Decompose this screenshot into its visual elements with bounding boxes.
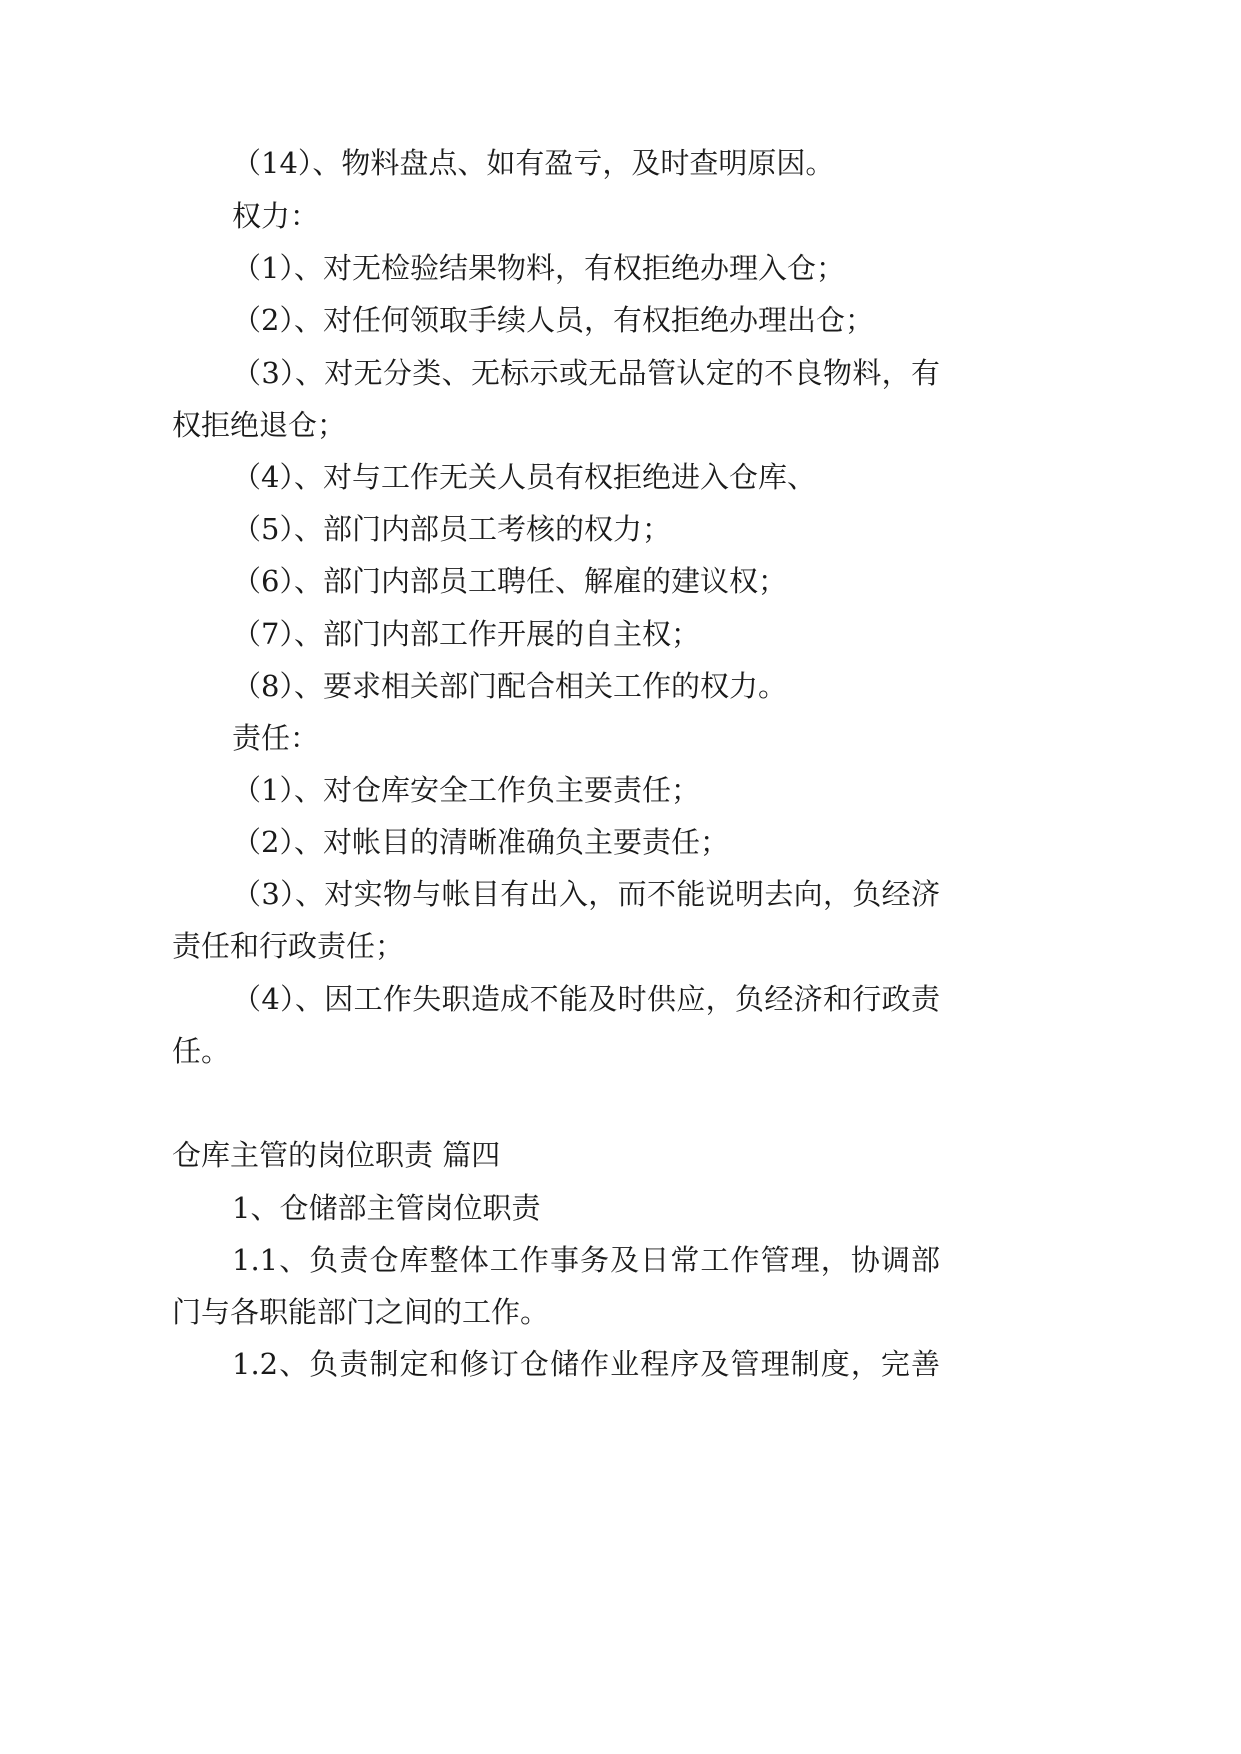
- text-line: （6）、部门内部员工聘任、解雇的建议权；: [232, 564, 787, 598]
- text-line: 责任和行政责任；: [172, 929, 405, 963]
- text-line: （5）、部门内部员工考核的权力；: [232, 512, 671, 546]
- text-line: （3）、对实物与帐目有出入，而不能说明去向，负经济: [232, 877, 940, 911]
- text-line: （2）、对任何领取手续人员，有权拒绝办理出仓；: [232, 303, 874, 337]
- text-line: （3）、对无分类、无标示或无品管认定的不良物料，有: [232, 356, 940, 390]
- text-line: （14）、物料盘点、如有盈亏，及时查明原因。: [232, 146, 835, 180]
- section-heading: 责任：: [232, 721, 320, 755]
- section-heading: 权力：: [232, 199, 320, 233]
- text-line: 门与各职能部门之间的工作。: [172, 1295, 550, 1329]
- text-line: 权拒绝退仓；: [172, 408, 347, 442]
- text-line: （4）、因工作失职造成不能及时供应，负经济和行政责: [232, 982, 940, 1016]
- text-line: （1）、对无检验结果物料，有权拒绝办理入仓；: [232, 251, 845, 285]
- text-line: 1.2、负责制定和修订仓储作业程序及管理制度，完善: [232, 1347, 940, 1381]
- text-line: （4）、对与工作无关人员有权拒绝进入仓库、: [232, 460, 816, 494]
- section-title: 仓库主管的岗位职责 篇四: [172, 1138, 501, 1172]
- text-line: （8）、要求相关部门配合相关工作的权力。: [232, 669, 787, 703]
- subsection-heading: 1、仓储部主管岗位职责: [232, 1191, 541, 1225]
- text-line: （1）、对仓库安全工作负主要责任；: [232, 773, 700, 807]
- text-line: 任。: [172, 1034, 231, 1068]
- text-line: 1.1、负责仓库整体工作事务及日常工作管理，协调部: [232, 1243, 940, 1277]
- text-line: （7）、部门内部工作开展的自主权；: [232, 617, 700, 651]
- text-line: （2）、对帐目的清晰准确负主要责任；: [232, 825, 729, 859]
